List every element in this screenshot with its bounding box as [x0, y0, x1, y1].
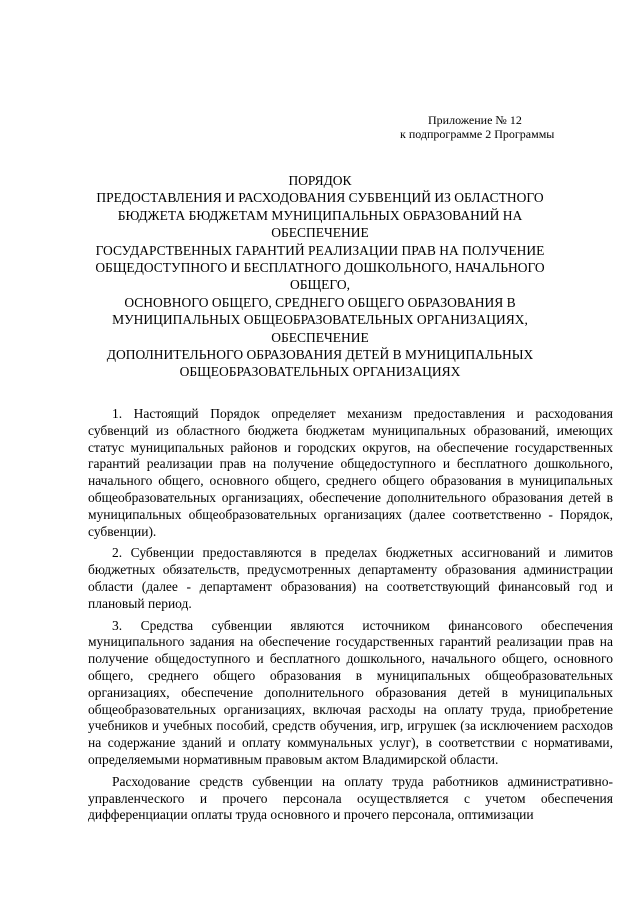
title-line: МУНИЦИПАЛЬНЫХ ОБЩЕОБРАЗОВАТЕЛЬНЫХ ОРГАНИЗАЦИЯХ, [112, 312, 528, 328]
document-body [88, 406, 613, 824]
title-line: ДОПОЛНИТЕЛЬНОГО ОБРАЗОВАНИЯ ДЕТЕЙ В МУНИЦИПАЛЬНЫХ [106, 347, 534, 363]
document-title [90, 172, 550, 381]
title-line: ОСНОВНОГО ОБЩЕГО, СРЕДНЕГО ОБЩЕГО ОБРАЗОВАНИЯ В [124, 294, 516, 310]
title-line: ОБЩЕДОСТУПНОГО И БЕСПЛАТНОГО ДОШКОЛЬНОГО, НАЧАЛЬНОГО [95, 260, 545, 276]
paragraph-1: 1. Настоящий Порядок определяет механизм предоставления и расходования субвенций из областного бюджета бюджетам муниципальных образований, имеющих статус муниципальных районов и городских округов, на обеспечение государственных гарантий реализации прав на получение общедоступного и бесплатного дошкольного, начального общего, основного общего, среднего общего образования в муниципальных общеобразовательных организациях, обеспечение дополнительного образования детей в муниципальных общеобразовательных организациях (далее соответственно - Порядок, субвенции). [88, 406, 613, 539]
paragraph-4: Расходование средств субвенции на оплату труда работников административно-управленческого и прочего персонала осуществляется с учетом обеспечения дифференциации оплаты труда основного и прочего персонала, оптимизации [88, 773, 613, 823]
title-line: ПОРЯДОК [288, 173, 352, 188]
appendix-number: Приложение № 12 [428, 113, 522, 127]
paragraph-3: 3. Средства субвенции являются источником финансового обеспечения муниципального задания на обеспечение государственных гарантий реализации прав на получение общедоступного и бесплатного дошкольного, начального общего, основного общего, среднего общего образования в муниципальных общеобразовательных организациях, обеспечение дополнительного образования детей в муниципальных общеобразовательных организациях, включая расходы на оплату труда, приобретение учебников и учебных пособий, средств обучения, игр, игрушек (за исключением расходов на содержание зданий и оплату коммунальных услуг), в соответствии с нормативами, определяемыми нормативным правовым актом Владимирской области. [88, 617, 613, 767]
title-line: ПРЕДОСТАВЛЕНИЯ И РАСХОДОВАНИЯ СУБВЕНЦИЙ ИЗ ОБЛАСТНОГО [96, 190, 544, 206]
paragraph-2: 2. Субвенции предоставляются в пределах бюджетных ассигнований и лимитов бюджетных обязательств, предусмотренных департаменту образования администрации области (далее - департамент образования) на соответствующий финансовый год и плановый период. [88, 545, 613, 611]
title-line: ОБЩЕГО, [290, 277, 350, 293]
title-line: ОБЕСПЕЧЕНИЕ [271, 329, 369, 345]
title-line: ОБЕСПЕЧЕНИЕ [271, 225, 369, 241]
title-line: БЮДЖЕТА БЮДЖЕТАМ МУНИЦИПАЛЬНЫХ ОБРАЗОВАНИЙ НА [117, 207, 523, 223]
title-line: ГОСУДАРСТВЕННЫХ ГАРАНТИЙ РЕАЛИЗАЦИИ ПРАВ НА ПОЛУЧЕНИЕ [95, 242, 545, 258]
title-line: ОБЩЕОБРАЗОВАТЕЛЬНЫХ ОРГАНИЗАЦИЯХ [179, 364, 461, 380]
appendix-reference: к подпрограмме 2 Программы [400, 127, 555, 141]
appendix-note [400, 113, 590, 141]
